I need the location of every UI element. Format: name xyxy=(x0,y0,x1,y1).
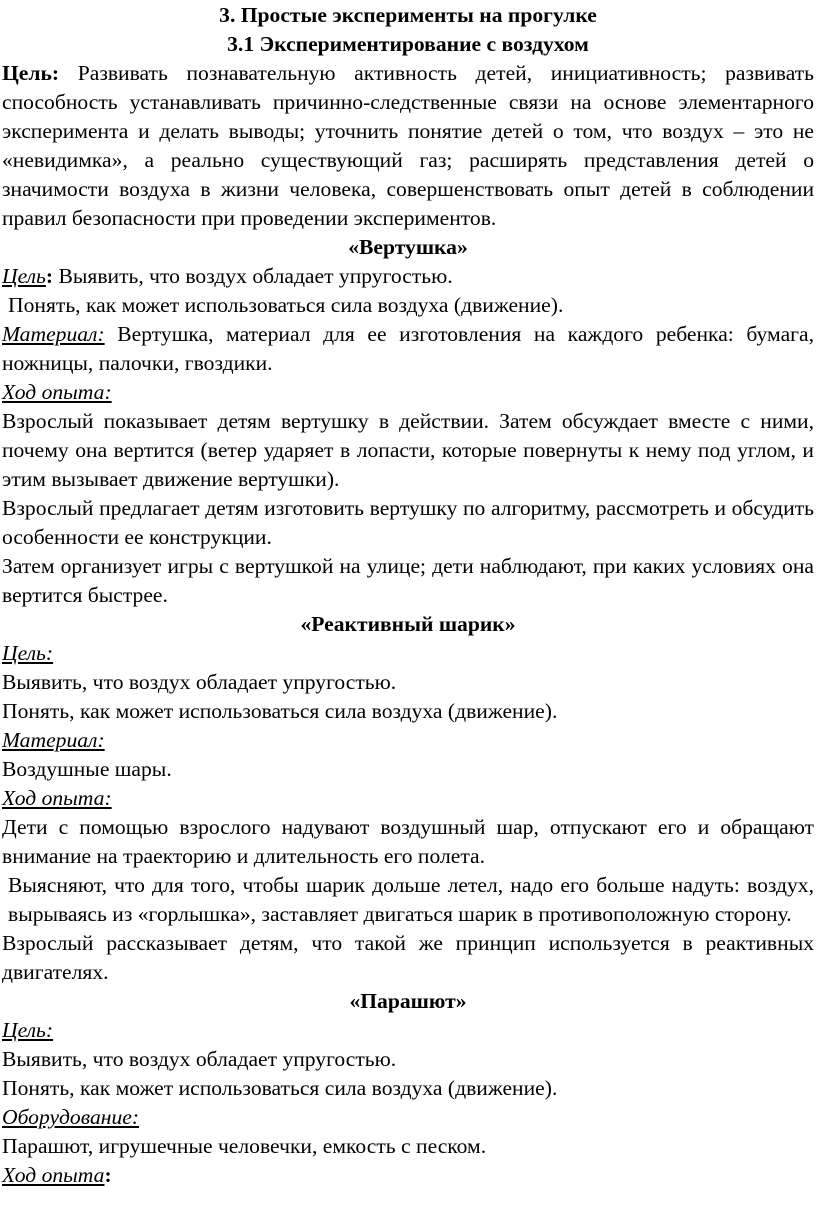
exp2-paragraph-2: Выясняют, что для того, чтобы шарик дольше летел, надо его больше надуть: воздух, вырываясь из «горлышка», заставляет двигаться шарик в противоположную сторону. xyxy=(8,873,814,926)
exp1-paragraph-1: Взрослый показывает детям вертушку в действии. Затем обсуждает вместе с ними, почему она вертится (ветер ударяет в лопасти, которые повернуты к нему под углом, и этим вызывает движение вертушки). xyxy=(2,409,814,491)
exp1-process-label: Ход опыта: xyxy=(2,380,112,404)
exp2-material-text: Воздушные шары. xyxy=(2,757,172,781)
exp2-goal-text: Выявить, что воздух обладает упругостью. xyxy=(2,670,397,694)
exp1-material xyxy=(2,320,814,378)
intro-goal-label: Цель: xyxy=(2,61,60,85)
intro-goal-text: Развивать познавательную активность детей, инициативность; развивать способность устанавливать причинно-следственные связи на основе элементарного эксперимента и делать выводы; уточнить понятие детей о том, что воздух – это не «невидимка», а реально существующий газ; расширять представления детей о значимости воздуха в жизни человека, совершенствовать опыт детей в соблюдении правил безопасности при проведении экспериментов. xyxy=(2,61,814,230)
intro-paragraph xyxy=(2,59,814,233)
experiment-title-parachute: «Парашют» xyxy=(349,989,467,1013)
exp2-goal-label: Цель: xyxy=(2,641,54,665)
exp1-paragraph-3: Затем организует игры с вертушкой на улице; дети наблюдают, при каких условиях она вертится быстрее. xyxy=(2,554,814,607)
exp1-paragraph-2: Взрослый предлагает детям изготовить вертушку по алгоритму, рассмотреть и обсудить особенности ее конструкции. xyxy=(2,496,814,549)
exp3-equipment-label: Оборудование: xyxy=(2,1105,140,1129)
exp1-goal-text2: Понять, как может использоваться сила воздуха (движение). xyxy=(8,293,564,317)
exp3-process-colon: : xyxy=(104,1163,112,1187)
exp2-material-label: Материал: xyxy=(2,728,105,752)
exp3-goal-text2: Понять, как может использоваться сила воздуха (движение). xyxy=(2,1076,558,1100)
exp3-goal-text: Выявить, что воздух обладает упругостью. xyxy=(2,1047,397,1071)
experiment-title-vertushka: «Вертушка» xyxy=(348,235,468,259)
exp3-process-label: Ход опыта xyxy=(2,1163,105,1187)
exp3-goal-label: Цель: xyxy=(2,1018,54,1042)
exp1-material-label: Материал: xyxy=(2,322,105,346)
exp1-goal-label: Цель xyxy=(2,264,46,288)
exp1-goal xyxy=(2,262,814,291)
exp1-goal-colon: : xyxy=(45,264,54,288)
exp2-paragraph-3: Взрослый рассказывает детям, что такой же принцип используется в реактивных двигателях. xyxy=(2,931,814,984)
exp2-goal-text2: Понять, как может использоваться сила воздуха (движение). xyxy=(2,699,558,723)
exp1-goal-text: Выявить, что воздух обладает упругостью. xyxy=(53,264,453,288)
experiment-title-reactive-ball: «Реактивный шарик» xyxy=(300,612,516,636)
exp1-material-text: Вертушка, материал для ее изготовления на каждого ребенка: бумага, ножницы, палочки, гвоздики. xyxy=(2,322,814,375)
section-heading: 3. Простые эксперименты на прогулке xyxy=(219,3,597,27)
exp2-process-label: Ход опыта: xyxy=(2,786,112,810)
exp3-equipment-text: Парашют, игрушечные человечки, емкость с песком. xyxy=(2,1134,487,1158)
exp2-paragraph-1: Дети с помощью взрослого надувают воздушный шар, отпускают его и обращают внимание на траекторию и длительность его полета. xyxy=(2,815,814,868)
subsection-heading: 3.1 Экспериментирование с воздухом xyxy=(227,32,589,56)
